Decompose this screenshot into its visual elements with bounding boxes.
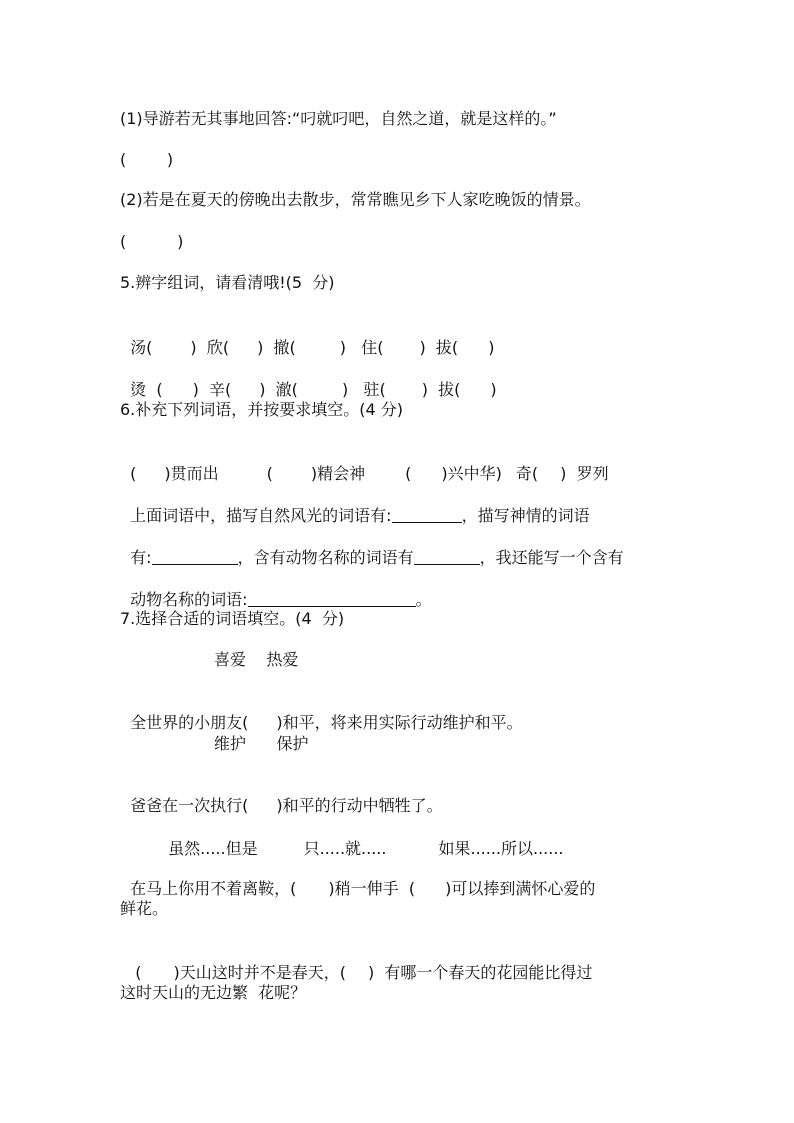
q7-sentence3[interactable]: 在马上你用不着离鞍，( )稍一伸手 ( )可以捧到满怀心爱的	[130, 879, 596, 898]
q6-line3[interactable]: 动物名称的词语: 。	[130, 590, 432, 609]
q7-choice1: 喜爱 热爱	[214, 650, 299, 669]
q7-sentence1[interactable]: 全世界的小朋友( )和平，将来用实际行动维护和平。	[130, 713, 523, 732]
q4-item2: (2)若是在夏天的傍晚出去散步，常常瞧见乡下人家吃晚饭的情景。	[120, 190, 591, 209]
q7-sentence4-cont: 这时天山的无边繁 花呢？	[120, 983, 307, 1002]
blank-nature[interactable]	[392, 506, 462, 523]
q7-title: 7.选择合适的词语填空。(4 分)	[120, 609, 345, 628]
q4-item2-answer[interactable]: ( )	[120, 232, 184, 251]
q7-connectors: 虽然.....但是 只.....就..... 如果......所以......	[168, 839, 564, 858]
blank-expression[interactable]	[152, 548, 238, 565]
q7-choice2: 维护 保护	[214, 734, 309, 753]
q7-sentence4[interactable]: ( )天山这时并不是春天，( ) 有哪一个春天的花园能比得过	[130, 963, 593, 982]
q5-row1[interactable]: 汤( ) 欣( ) 撤( ) 住( ) 拔( )	[130, 338, 495, 357]
blank-animal[interactable]	[414, 548, 480, 565]
blank-my-animal-word[interactable]	[248, 590, 416, 607]
q6-line1[interactable]: 上面词语中，描写自然风光的词语有: ，描写神情的词语	[130, 506, 590, 525]
q4-item1: (1)导游若无其事地回答:“叼就叼吧，自然之道，就是这样的。”	[120, 109, 557, 128]
q5-title: 5.辨字组词，请看清哦!(5 分)	[120, 273, 335, 292]
q6-idioms[interactable]: ( )贯而出 ( )精会神 ( )兴中华) 奇( ) 罗列	[130, 464, 609, 483]
q6-title: 6.补充下列词语，并按要求填空。(4 分)	[120, 400, 404, 419]
q7-sentence2[interactable]: 爸爸在一次执行( )和平的行动中牺牲了。	[130, 796, 443, 815]
q4-item1-answer[interactable]: ( )	[120, 150, 174, 169]
q5-row2[interactable]: 烫 ( ) 辛( ) 澈( ) 驻( ) 拔( )	[130, 380, 497, 399]
q6-line2[interactable]: 有: ，含有动物名称的词语有 ，我还能写一个含有	[130, 548, 624, 567]
q7-sentence3-cont: 鲜花。	[120, 899, 169, 918]
